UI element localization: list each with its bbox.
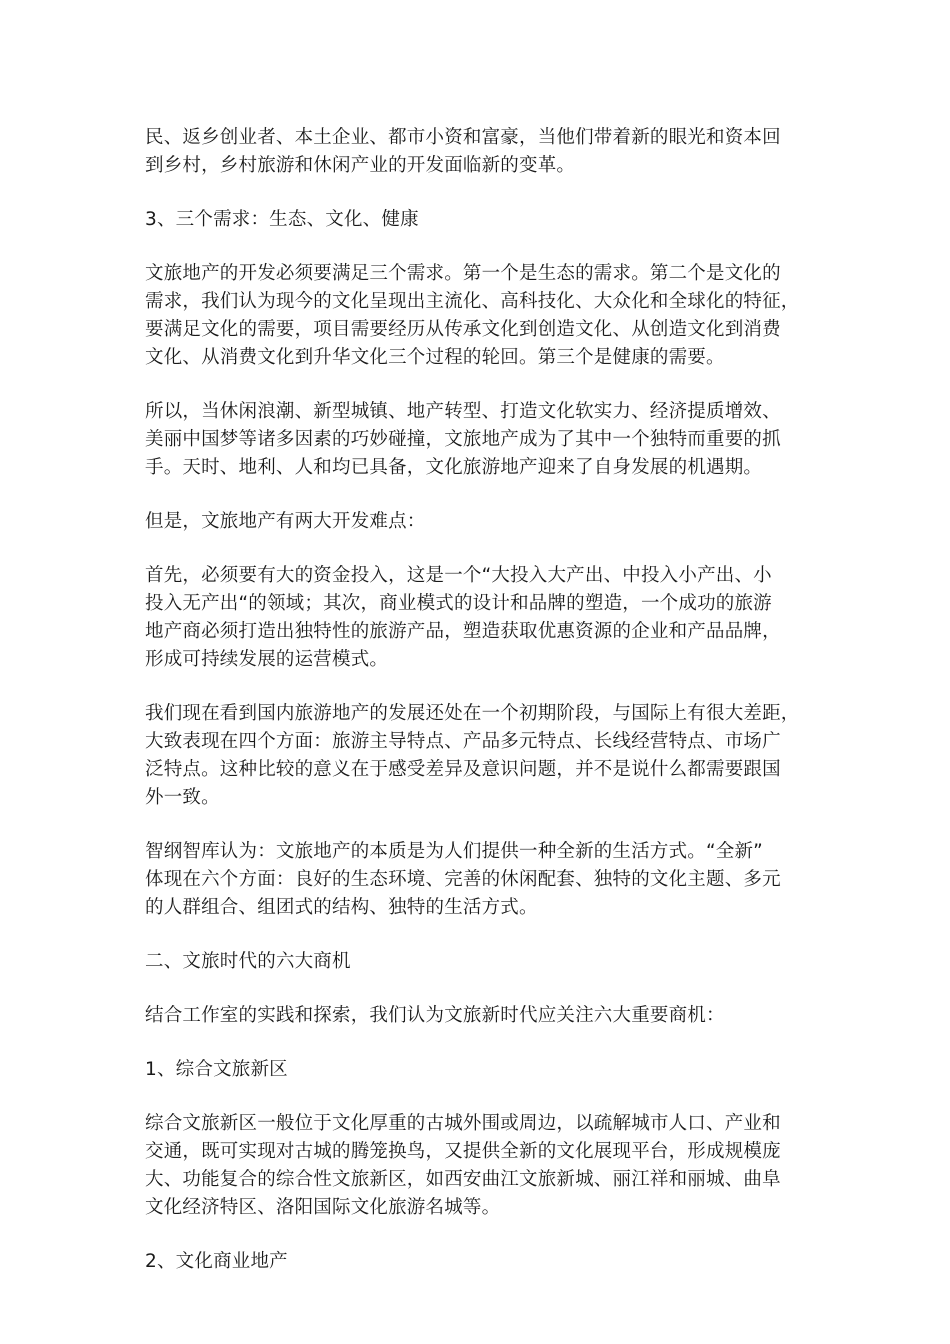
text-line: 泛特点。这种比较的意义在于感受差异及意识问题，并不是说什么都需要跟国 (145, 759, 781, 780)
text-line: 文化经济特区、洛阳国际文化旅游名城等。 (145, 1197, 501, 1218)
paragraph (145, 562, 805, 674)
paragraph (145, 700, 805, 812)
text-line: 2、文化商业地产 (145, 1251, 288, 1272)
paragraph (145, 260, 805, 372)
text-line: 投入无产出“的领域；其次，商业模式的设计和品牌的塑造，一个成功的旅游 (145, 593, 772, 614)
text-line: 手。天时、地利、人和均已具备，文化旅游地产迎来了自身发展的机遇期。 (145, 457, 763, 478)
text-line: 3、三个需求：生态、文化、健康 (145, 209, 419, 230)
text-line: 到乡村，乡村旅游和休闲产业的开发面临新的变革。 (145, 155, 576, 176)
text-line: 大致表现在四个方面：旅游主导特点、产品多元特点、长线经营特点、市场广 (145, 731, 781, 752)
text-line: 形成可持续发展的运营模式。 (145, 649, 389, 670)
text-line: 文旅地产的开发必须要满足三个需求。第一个是生态的需求。第二个是文化的 (145, 263, 781, 284)
text-line: 外一致。 (145, 787, 220, 808)
text-line: 民、返乡创业者、本土企业、都市小资和富豪，当他们带着新的眼光和资本回 (145, 127, 781, 148)
text-line: 地产商必须打造出独特性的旅游产品，塑造获取优惠资源的企业和产品品牌， (145, 621, 781, 642)
text-line: 综合文旅新区一般位于文化厚重的古城外围或周边，以疏解城市人口、产业和 (145, 1113, 781, 1134)
text-line: 首先，必须要有大的资金投入，这是一个“大投入大产出、中投入小产出、小 (145, 565, 772, 586)
paragraph (145, 1110, 805, 1222)
text-line: 要满足文化的需要，项目需要经历从传承文化到创造文化、从创造文化到消费 (145, 319, 781, 340)
text-line: 所以，当休闲浪潮、新型城镇、地产转型、打造文化软实力、经济提质增效、 (145, 401, 781, 422)
document-body (145, 124, 805, 1302)
text-line: 文化、从消费文化到升华文化三个过程的轮回。第三个是健康的需要。 (145, 347, 725, 368)
text-line: 需求，我们认为现今的文化呈现出主流化、高科技化、大众化和全球化的特征， (145, 291, 800, 312)
text-line: 我们现在看到国内旅游地产的发展还处在一个初期阶段，与国际上有很大差距， (145, 703, 800, 724)
paragraph (145, 124, 805, 180)
paragraph (145, 1056, 805, 1084)
paragraph (145, 206, 805, 234)
text-line: 结合工作室的实践和探索，我们认为文旅新时代应关注六大重要商机： (145, 1005, 725, 1026)
text-line: 体现在六个方面：良好的生态环境、完善的休闲配套、独特的文化主题、多元 (145, 869, 781, 890)
paragraph (145, 398, 805, 482)
paragraph (145, 508, 805, 536)
paragraph (145, 948, 805, 976)
text-line: 但是，文旅地产有两大开发难点： (145, 511, 426, 532)
text-line: 交通，既可实现对古城的腾笼换鸟，又提供全新的文化展现平台，形成规模庞 (145, 1141, 781, 1162)
text-line: 智纲智库认为：文旅地产的本质是为人们提供一种全新的生活方式。“全新” (145, 841, 763, 862)
text-line: 的人群组合、组团式的结构、独特的生活方式。 (145, 897, 538, 918)
text-line: 二、文旅时代的六大商机 (145, 951, 351, 972)
text-line: 大、功能复合的综合性文旅新区，如西安曲江文旅新城、丽江祥和丽城、曲阜 (145, 1169, 781, 1190)
text-line: 1、综合文旅新区 (145, 1059, 288, 1080)
paragraph (145, 1248, 805, 1276)
paragraph (145, 1002, 805, 1030)
paragraph (145, 838, 805, 922)
text-line: 美丽中国梦等诸多因素的巧妙碰撞，文旅地产成为了其中一个独特而重要的抓 (145, 429, 781, 450)
